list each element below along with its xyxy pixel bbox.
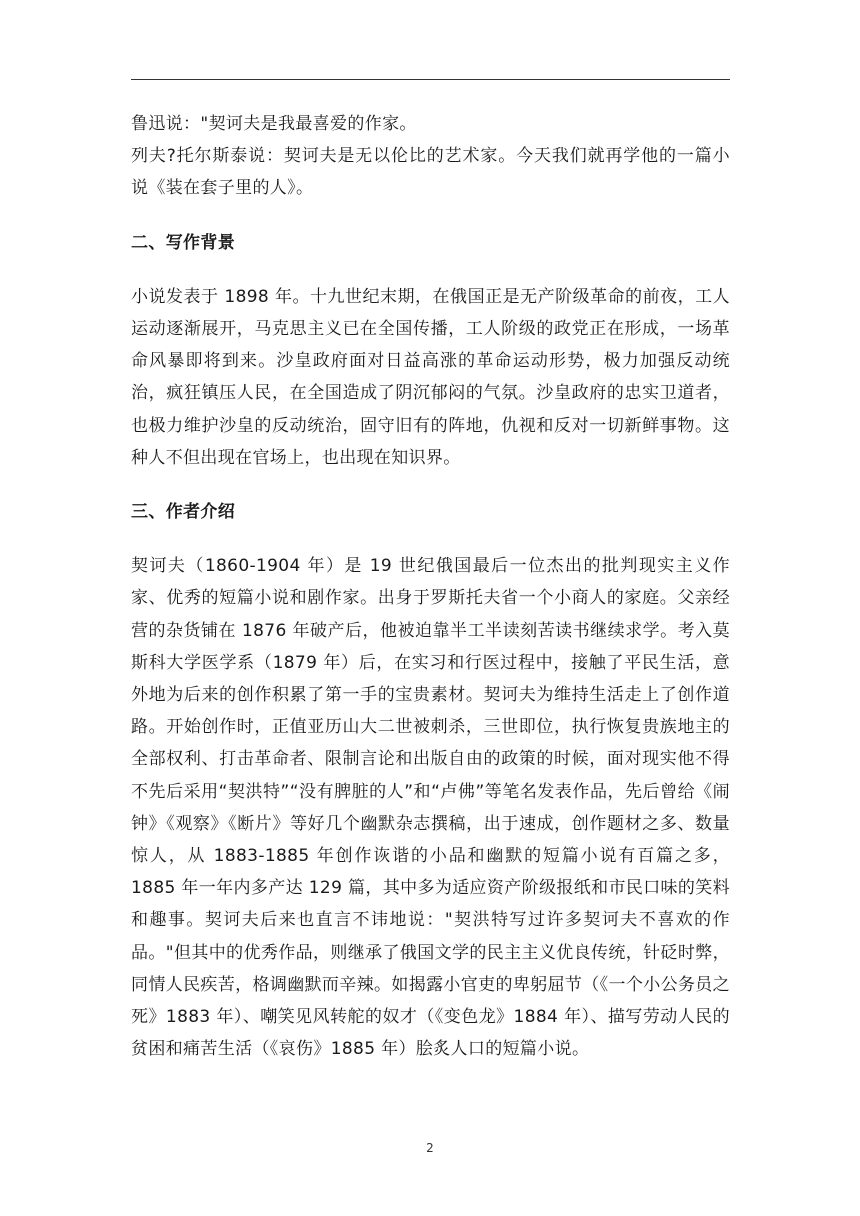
intro-paragraph-lu-xun: 鲁迅说："契诃夫是我最喜爱的作家。: [131, 114, 417, 134]
page-number: 2: [426, 1141, 434, 1155]
document-body: [131, 108, 730, 1065]
section-body-author: 契诃夫（1860-1904 年）是 19 世纪俄国最后一位杰出的批判现实主义作家、优秀的短篇小说和剧作家。出身于罗斯托夫省一个小商人的家庭。父亲经营的杂货铺在 1876 年破产后，他被迫靠半工半读刻苦读书继续求学。考入莫斯科大学医学系（1879 年）后，在实习和行医过程中，接触了平民生活，意外地为后来的创作积累了第一手的宝贵素材。契诃夫为维持生活走上了创作道路。开始创作时，正值亚历山大二世被刺杀，三世即位，执行恢复贵族地主的全部权利、打击革命者、限制言论和出版自由的政策的时候，面对现实他不得不先后采用“契洪特”“没有脾脏的人”和“卢佛”等笔名发表作品，先后曾给《闹钟》《观察》《断片》等好几个幽默杂志撰稿，出于速成，创作题材之多、数量惊人，从 1883-1885 年创作诙谐的小品和幽默的短篇小说有百篇之多，1885 年一年内多产达 129 篇，其中多为适应资产阶级报纸和市民口味的笑料和趣事。契诃夫后来也直言不讳地说："契洪特写过许多契诃夫不喜欢的作品。"但其中的优秀作品，则继承了俄国文学的民主主义优良传统，针砭时弊，同情人民疾苦，格调幽默而辛辣。如揭露小官吏的卑躬屈节（《一个小公务员之死》1883 年）、嘲笑见风转舵的奴才（《变色龙》1884 年）、描写劳动人民的贫困和痛苦生活（《哀伤》1885 年）脍炙人口的短篇小说。: [131, 556, 730, 1060]
section-heading-author: 三、作者介绍: [131, 502, 236, 523]
header-rule: [131, 79, 730, 80]
intro-paragraph-tolstoy: 列夫?托尔斯泰说：契诃夫是无以伦比的艺术家。今天我们就再学他的一篇小说《装在套子里的人》。: [131, 146, 730, 199]
section-body-background: 小说发表于 1898 年。十九世纪末期，在俄国正是无产阶级革命的前夜，工人运动逐渐展开，马克思主义已在全国传播，工人阶级的政党正在形成，一场革命风暴即将到来。沙皇政府面对日益高涨的革命运动形势，极力加强反动统治，疯狂镇压人民，在全国造成了阴沉郁闷的气氛。沙皇政府的忠实卫道者，也极力维护沙皇的反动统治，固守旧有的阵地，仇视和反对一切新鲜事物。这种人不但出现在官场上，也出现在知识界。: [131, 286, 730, 468]
section-heading-background: 二、写作背景: [131, 232, 236, 253]
